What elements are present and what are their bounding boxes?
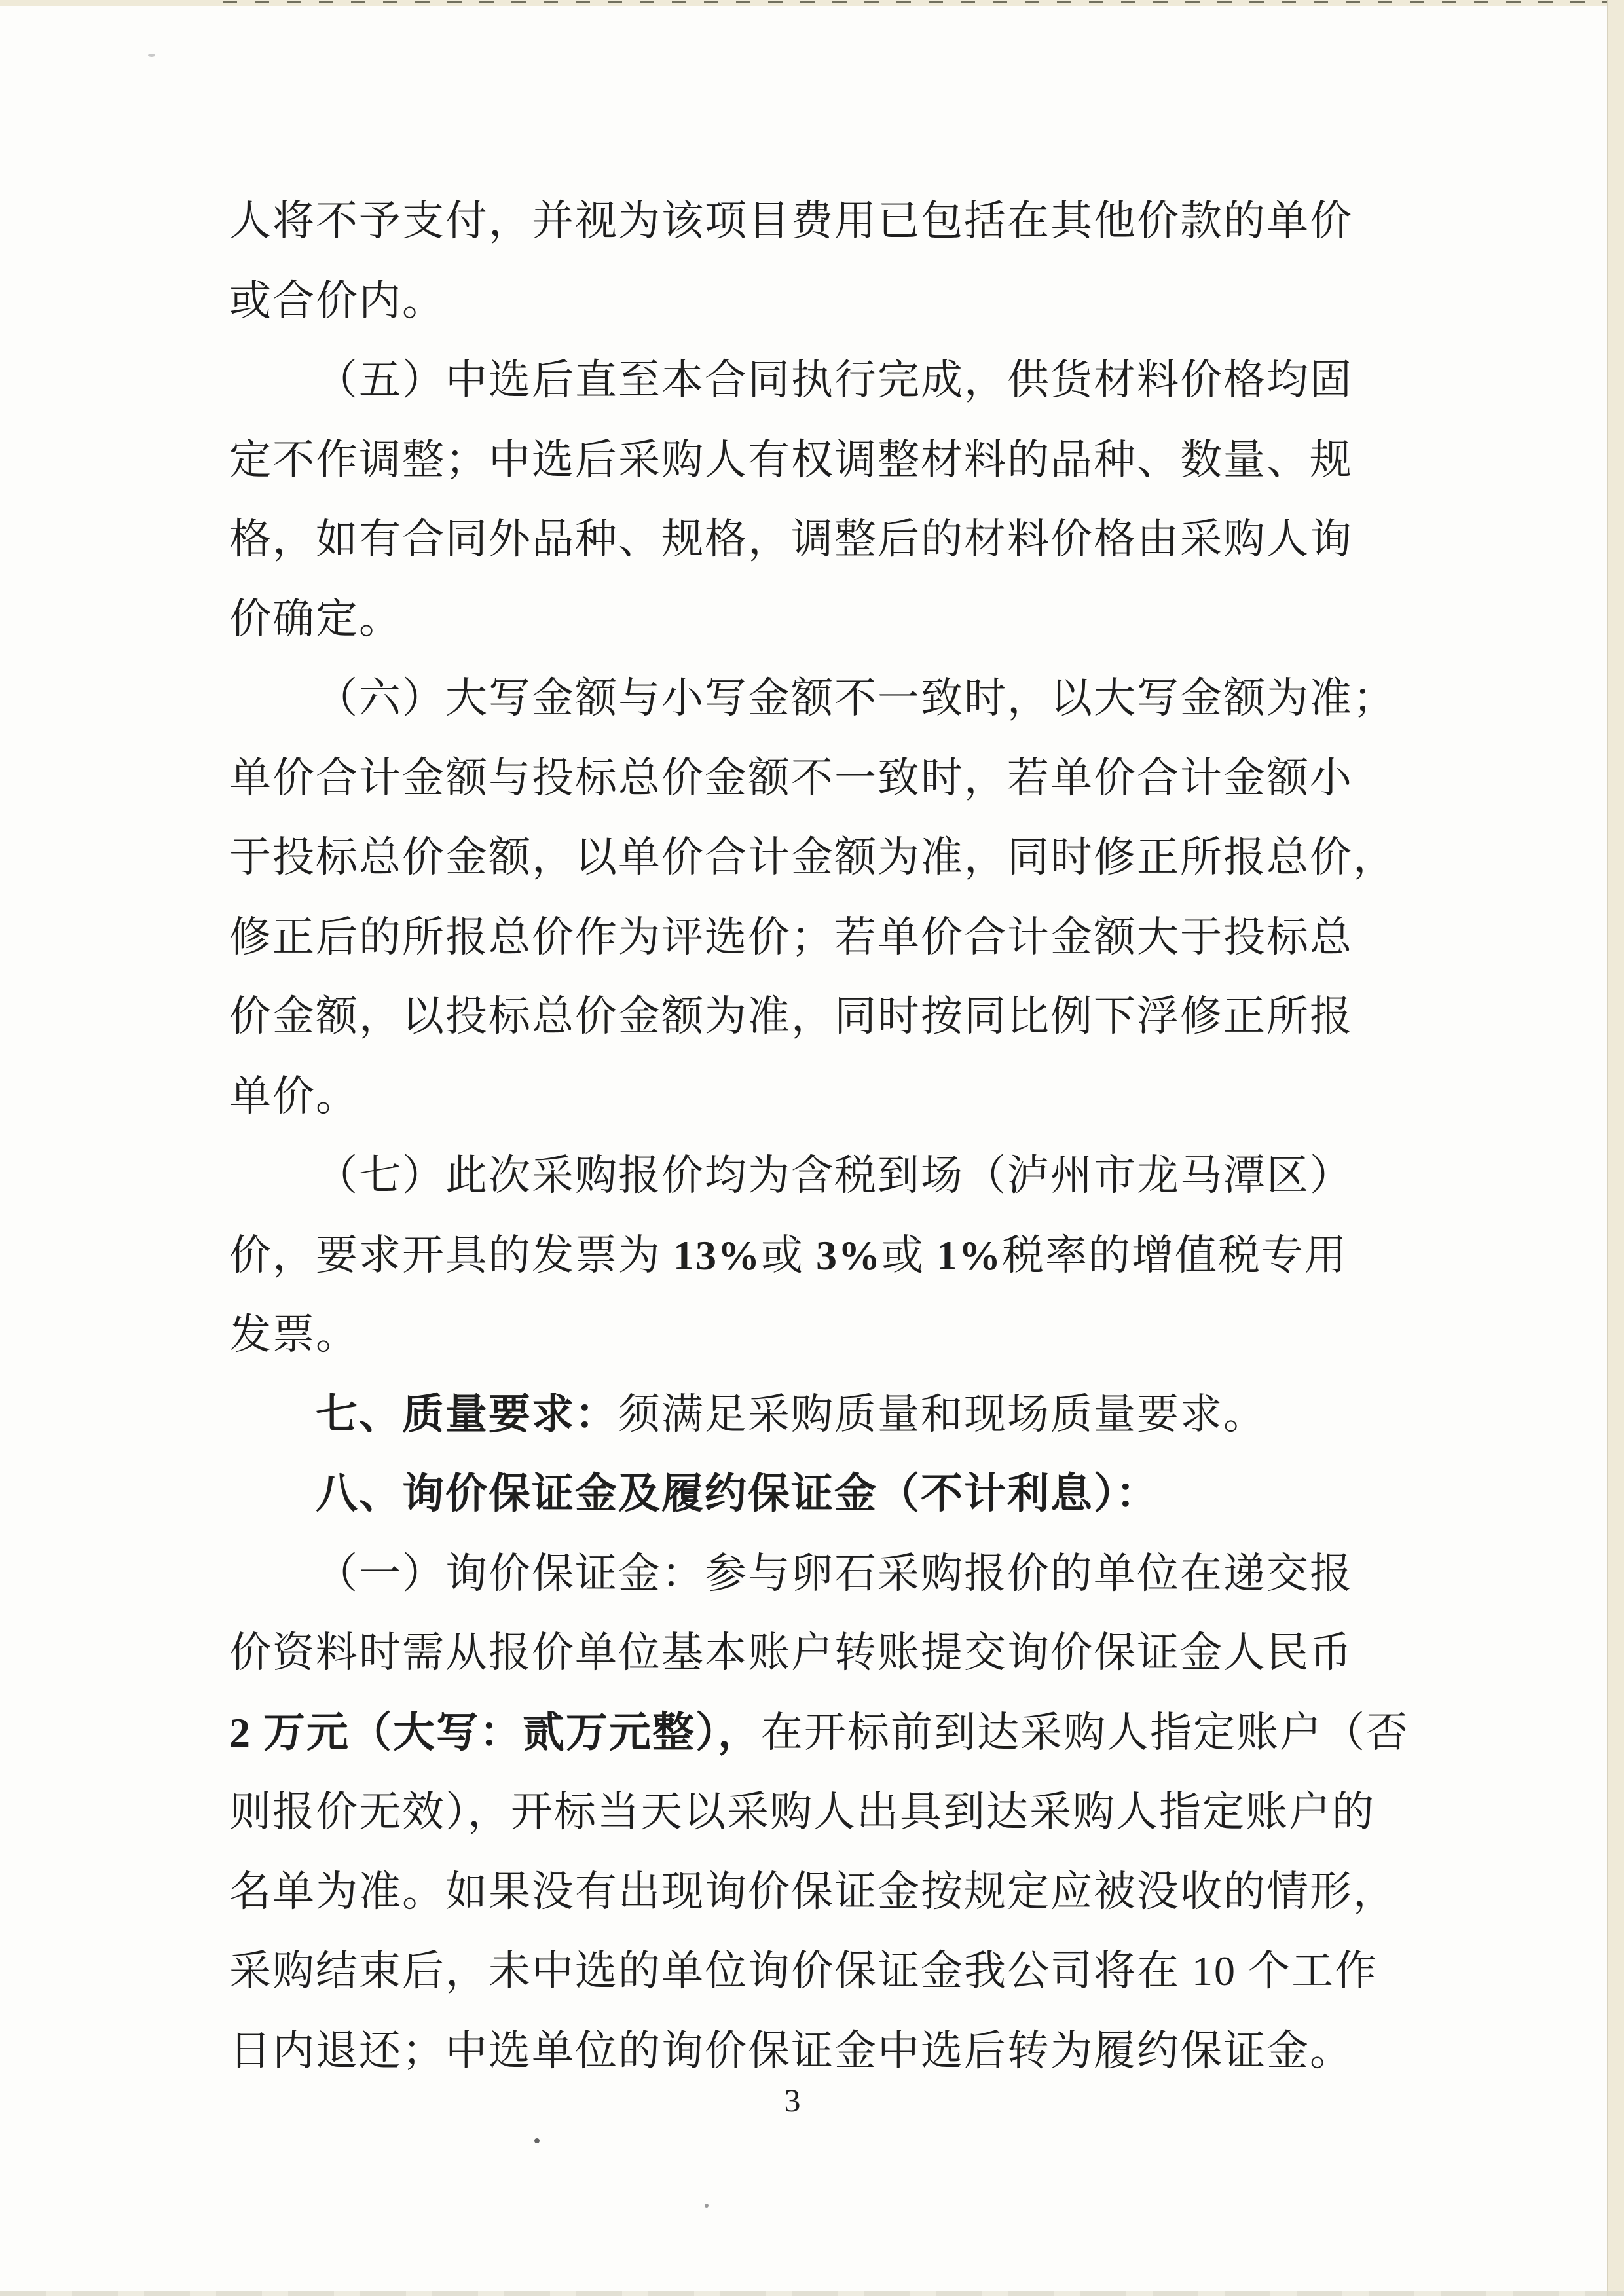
- scan-speck: [148, 54, 155, 57]
- text-line: [229, 437, 1353, 484]
- text-line: [316, 1391, 1266, 1438]
- text-segment: 1%: [936, 1232, 1002, 1279]
- text-segment: 定不作调整；中选后采购人有权调整材料的品种、数量、规: [229, 437, 1353, 483]
- scan-artifact-right-edge: [1607, 0, 1624, 2296]
- text-segment: 或: [761, 1232, 816, 1279]
- text-line: [316, 1152, 1353, 1199]
- text-segment: 单价。: [229, 1073, 359, 1120]
- text-line: [229, 516, 1353, 563]
- text-segment: 或: [881, 1232, 936, 1279]
- text-segment: 价，要求开具的发票为: [229, 1232, 673, 1279]
- text-segment: （五）中选后直至本合同执行完成，供货材料价格均固: [316, 357, 1353, 403]
- text-line: [229, 1948, 1378, 1995]
- text-segment: 采购结束后，未中选的单位询价保证金我公司将在 10 个工作: [229, 1948, 1378, 1994]
- text-segment: 2 万元（大写：贰万元整），: [229, 1709, 761, 1756]
- text-line: [229, 1232, 1348, 1279]
- text-segment: 3%: [816, 1232, 881, 1279]
- text-line: [229, 755, 1353, 802]
- text-line: [229, 1073, 359, 1120]
- text-line: [229, 278, 445, 325]
- scan-artifact-bottom-edge: [0, 2291, 1624, 2296]
- text-line: [316, 357, 1353, 404]
- text-segment: 13%: [673, 1232, 761, 1279]
- text-line: [229, 993, 1353, 1040]
- text-line: [229, 1789, 1375, 1836]
- text-segment: 人将不予支付，并视为该项目费用已包括在其他价款的单价: [229, 198, 1353, 244]
- scan-speck: [534, 2138, 540, 2143]
- text-line: [229, 1868, 1396, 1916]
- text-line: [229, 1630, 1353, 1677]
- text-line: [229, 198, 1353, 245]
- text-segment: 价确定。: [229, 596, 402, 642]
- text-line: [229, 914, 1353, 961]
- text-line: [229, 1709, 1409, 1757]
- text-segment: 发票。: [229, 1311, 359, 1358]
- text-segment: 日内退还；中选单位的询价保证金中选后转为履约保证金。: [229, 2028, 1353, 2074]
- text-line: [316, 675, 1396, 722]
- text-line: [229, 1311, 359, 1358]
- text-segment: 格，如有合同外品种、规格，调整后的材料价格由采购人询: [229, 516, 1353, 562]
- text-segment: （一）询价保证金：参与卵石采购报价的单位在递交报: [316, 1550, 1353, 1597]
- text-segment: 价资料时需从报价单位基本账户转账提交询价保证金人民币: [229, 1630, 1353, 1676]
- text-segment: 于投标总价金额，以单价合计金额为准，同时修正所报总价，: [229, 834, 1396, 881]
- text-line: [229, 2028, 1353, 2075]
- text-segment: 须满足采购质量和现场质量要求。: [618, 1391, 1266, 1438]
- text-line: [316, 1470, 1159, 1518]
- text-segment: 八、询价保证金及履约保证金（不计利息）：: [316, 1470, 1159, 1517]
- text-segment: 七、质量要求：: [316, 1391, 618, 1438]
- text-line: [229, 596, 402, 643]
- text-segment: （六）大写金额与小写金额不一致时，以大写金额为准；: [316, 675, 1396, 721]
- text-segment: 或合价内。: [229, 278, 445, 324]
- text-segment: 名单为准。如果没有出现询价保证金按规定应被没收的情形，: [229, 1868, 1396, 1915]
- text-segment: 在开标前到达采购人指定账户（否: [761, 1709, 1409, 1756]
- page-number: 3: [784, 2082, 801, 2119]
- text-segment: 修正后的所报总价作为评选价；若单价合计金额大于投标总: [229, 914, 1353, 960]
- text-segment: （七）此次采购报价均为含税到场（泸州市龙马潭区）: [316, 1152, 1353, 1199]
- text-line: [229, 834, 1396, 881]
- scan-speck: [705, 2204, 709, 2208]
- scan-artifact-top-edge: [0, 0, 1624, 6]
- text-segment: 税率的增值税专用: [1002, 1232, 1348, 1279]
- text-line: [316, 1550, 1353, 1597]
- text-segment: 则报价无效），开标当天以采购人出具到达采购人指定账户的: [229, 1789, 1375, 1835]
- text-segment: 单价合计金额与投标总价金额不一致时，若单价合计金额小: [229, 755, 1353, 801]
- text-segment: 价金额，以投标总价金额为准，同时按同比例下浮修正所报: [229, 993, 1353, 1040]
